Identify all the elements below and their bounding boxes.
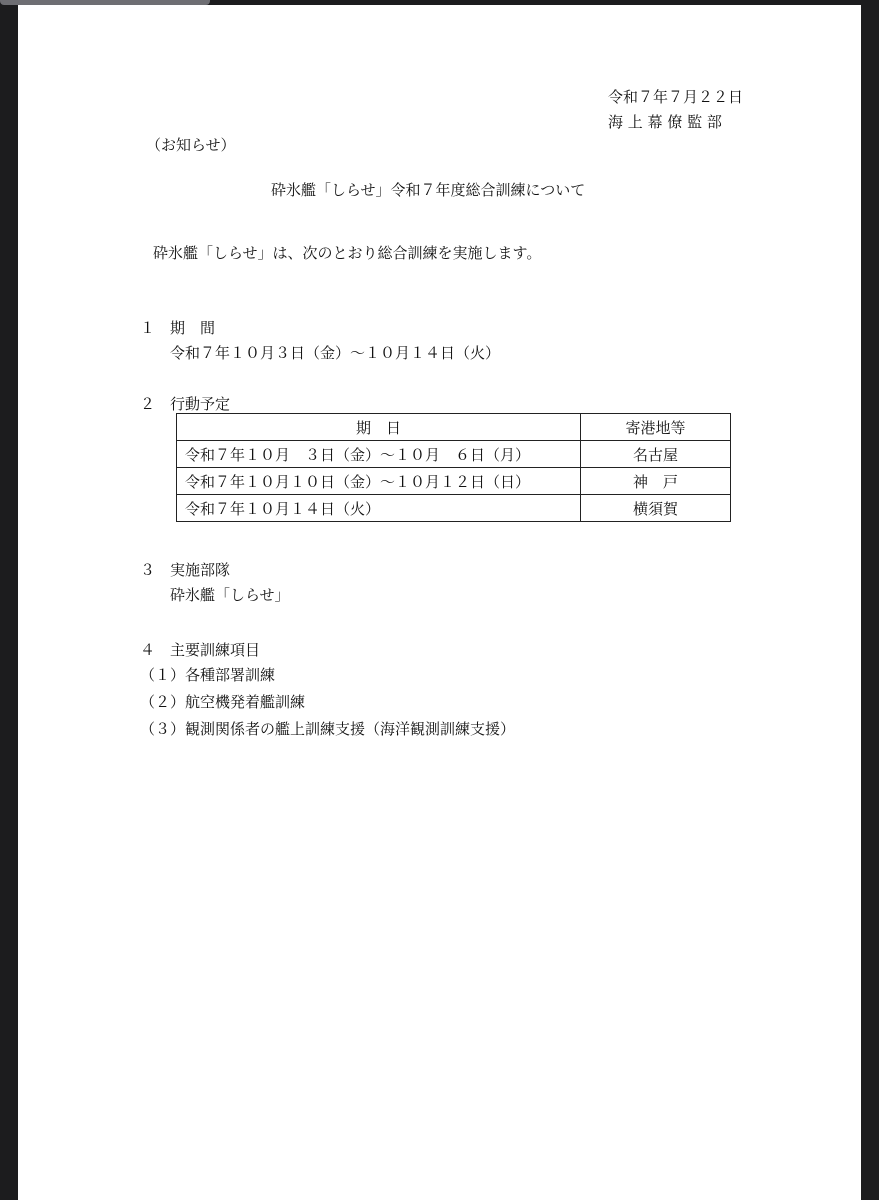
schedule-period-cell: 令和７年１０月１４日（火） bbox=[177, 495, 581, 522]
section-unit-heading: ３ 実施部隊 bbox=[140, 561, 231, 579]
schedule-port-cell: 横須賀 bbox=[581, 495, 731, 522]
table-row bbox=[177, 468, 731, 495]
schedule-table bbox=[176, 413, 731, 522]
schedule-port-cell: 神 戸 bbox=[581, 468, 731, 495]
schedule-port-cell: 名古屋 bbox=[581, 441, 731, 468]
schedule-period-cell: 令和７年１０月１０日（金）～１０月１２日（日） bbox=[177, 468, 581, 495]
document-title: 砕氷艦「しらせ」令和７年度総合訓練について bbox=[271, 181, 586, 199]
training-item: （２）航空機発着艦訓練 bbox=[140, 693, 306, 711]
table-row bbox=[177, 441, 731, 468]
intro-paragraph: 砕氷艦「しらせ」は、次のとおり総合訓練を実施します。 bbox=[153, 244, 542, 262]
section-period-body: 令和７年１０月３日（金）～１０月１４日（火） bbox=[170, 344, 501, 362]
notice-label: （お知らせ） bbox=[146, 136, 236, 154]
section-schedule-heading: ２ 行動予定 bbox=[140, 395, 231, 413]
section-training-heading: ４ 主要訓練項目 bbox=[140, 641, 261, 659]
table-row bbox=[177, 495, 731, 522]
schedule-header-port: 寄港地等 bbox=[581, 414, 731, 441]
document-page bbox=[18, 5, 861, 1200]
section-unit-body: 砕氷艦「しらせ」 bbox=[170, 586, 290, 604]
training-item: （１）各種部署訓練 bbox=[140, 666, 276, 684]
section-period-heading: １ 期 間 bbox=[140, 319, 216, 337]
schedule-table-header-row bbox=[177, 414, 731, 441]
schedule-header-period: 期 日 bbox=[177, 414, 581, 441]
training-item: （３）観測関係者の艦上訓練支援（海洋観測訓練支援） bbox=[140, 720, 516, 738]
document-date: 令和７年７月２２日 bbox=[608, 88, 744, 106]
schedule-period-cell: 令和７年１０月 ３日（金）～１０月 ６日（月） bbox=[177, 441, 581, 468]
issuing-office: 海 上 幕 僚 監 部 bbox=[608, 113, 722, 131]
